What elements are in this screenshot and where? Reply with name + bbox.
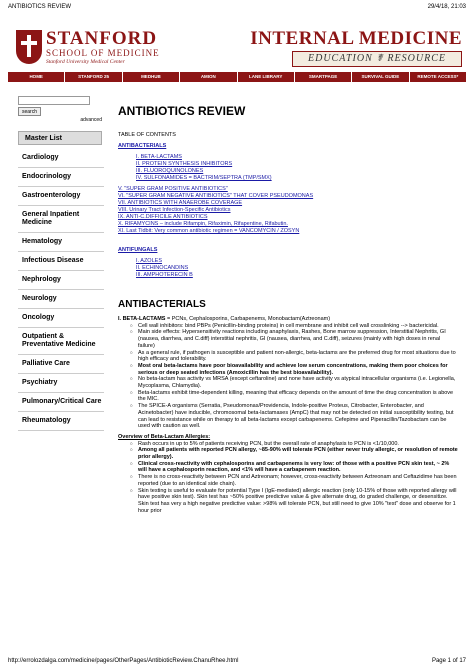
nav-stanford25[interactable]: STANFORD 25 (65, 72, 122, 82)
main-content (118, 104, 458, 514)
sidebar-item-general-inpatient[interactable]: General Inpatient Medicine (18, 206, 104, 233)
sidebar-item-cardiology[interactable]: Cardiology (18, 149, 104, 168)
sidebar-item-infectious-disease[interactable]: Infectious Disease (18, 252, 104, 271)
toc-label: TABLE OF CONTENTS (118, 132, 176, 138)
list-item: ○ No beta-lactam has activity vs MRSA (except ceftaroline) and none have activity vs atypical intracellular organisms (i.e. Legionella, Mycoplasma, Chlamydia). (138, 376, 458, 389)
toc-link-antibacterials[interactable]: ANTIBACTERIALS (118, 143, 167, 149)
toc-link-rifamycins[interactable]: X. RIFAMYCINS – include Rifampin, Rifaximin, Rifapentine, Rifabutin. (118, 221, 288, 227)
sidebar-item-outpatient[interactable]: Outpatient & Preventative Medicine (18, 328, 104, 355)
nav-medhub[interactable]: MEDHUB (123, 72, 180, 82)
list-item: ○ There is no cross-reactivity between PCN and Aztreonam; however, cross-reactivity between Aztreonam and Ceftazidime has been reported (due to an identical side chain). (138, 474, 458, 487)
sidebar-item-pulmonary[interactable]: Pulmonary/Critical Care (18, 393, 104, 412)
search-button[interactable]: search (18, 107, 41, 116)
site-banner (8, 26, 466, 70)
toc-link-cdiff[interactable]: IX. ANTI-C.DIFFICILE ANTIBIOTICS (118, 214, 208, 220)
nav-smartpage[interactable]: SMARTPAGE (295, 72, 352, 82)
sidebar-item-palliative-care[interactable]: Palliative Care (18, 355, 104, 374)
toc-link-azoles[interactable]: I. AZOLES (136, 258, 162, 264)
allergy-heading: Overview of Beta-Lactam Allergies: (118, 433, 211, 440)
allergy-bullets (124, 441, 458, 515)
nav-remote-access[interactable]: REMOTE ACCESS* (417, 74, 459, 79)
internal-medicine-title: INTERNAL MEDICINE (250, 28, 462, 49)
toc-link-protein-synthesis[interactable]: II. PROTEIN SYNTHESIS INHIBITORS (136, 161, 233, 167)
beta-lactams-classes: = PCNs, Cephalosporins, Carbapenems, Monobactam(Aztreonam) (165, 316, 331, 322)
list-item: ○ Clinical cross-reactivity with cephalosporins and carbapenems is very low: of those with a positive PCN skin test, ~ 2% will have a cephalosporin reaction, and <1% will have a carbapenem reaction. (138, 461, 458, 474)
list-item: ○ Most oral beta-lactams have poor bioavailability and achieve low serum concentrations, making them poor choices for serious or deep seated infections (Amoxicillin has the best bioavailability). (138, 363, 458, 376)
beta-lactam-bullets (124, 323, 458, 430)
education-resource-subtitle: EDUCATION ☤ RESOURCE (292, 51, 462, 67)
print-footer-url: http://errolozdalga.com/medicine/pages/OtherPages/AntibioticReview.ChanuRhee.html (8, 658, 239, 664)
master-list-button[interactable]: Master List (18, 131, 102, 145)
list-item: ○ Skin testing is useful to evaluate for potential Type I (IgE-mediated) allergic reaction (only 10-15% of those with reported allergy will have positive skin test). Skin test has ~50% positive predictive value & give alternate drug, do graded challenge, or desensitize. Skin test has very a high negative predictive value: >98% will tolerate PCN, but still need to give 10% "test" dose and observe for 1 hour prior (138, 488, 458, 515)
specialty-list (18, 149, 104, 431)
nav-amion[interactable]: AMION (180, 72, 237, 82)
list-item: ○ The SPICE-A organisms (Serratia, Pseudomonas/Providencia, Indole-positive Proteus, Citrobacter, Enterobacter, and Acinetobacter) have inducible, chromosomal beta-lactamases (AmpC) that may not be detected on initial susceptibility testing, but can lead to resistance while on therapy to all beta-lactams except carbapenems. Cefepime and Piperacillin/Tazobactam can be used with caution as well. (138, 403, 458, 430)
sidebar-item-rheumatology[interactable]: Rheumatology (18, 412, 104, 431)
toc-link-super-gram-positive[interactable]: V. "SUPER GRAM POSITIVE ANTIBIOTICS" (118, 186, 228, 192)
print-header (8, 4, 466, 10)
sidebar (18, 96, 108, 431)
sidebar-item-gastroenterology[interactable]: Gastroenterology (18, 187, 104, 206)
toc-link-sulfonamides[interactable]: IV. SULFONAMIDES = BACTRIM/SEPTRA (TMP/SMX) (136, 175, 272, 181)
sidebar-item-oncology[interactable]: Oncology (18, 309, 104, 328)
sidebar-item-psychiatry[interactable]: Psychiatry (18, 374, 104, 393)
toc-link-echinocandins[interactable]: II. ECHINOCANDINS (136, 265, 189, 271)
search-input[interactable] (18, 96, 90, 105)
print-header-title: ANTIBIOTICS REVIEW (8, 4, 72, 10)
toc-link-beta-lactams[interactable]: I. BETA-LACTAMS (136, 154, 182, 160)
list-item: ○ Main side effects: Hypersensitivity reactions including anaphylaxis, Rashes, Bone marrow suppression, Interstitial Nephritis, GI (nausea, diarrhea, and C.diff) interstitial nephritis, GI (nausea, diarrhea, and C.diff), seizures (mainly with high doses in renal failure) (138, 329, 458, 349)
sidebar-item-hematology[interactable]: Hematology (18, 233, 104, 252)
toc-link-fluoroquinolones[interactable]: III. FLUOROQUINOLONES (136, 168, 204, 174)
beta-lactams-intro (118, 316, 458, 323)
nav-lane-library[interactable]: LANE LIBRARY (238, 72, 295, 82)
advanced-search-link[interactable]: advanced (80, 117, 102, 123)
sidebar-item-endocrinology[interactable]: Endocrinology (18, 168, 104, 187)
toc-link-antifungals[interactable]: ANTIFUNGALS (118, 247, 158, 253)
section-heading-antibacterials: ANTIBACTERIALS (118, 299, 206, 310)
toc-link-super-gram-negative[interactable]: VI. "SUPER GRAM NEGATIVE ANTIBIOTICS" THAT COVER PSEUDOMONAS (118, 193, 314, 199)
school-of-medicine-label: SCHOOL OF MEDICINE (46, 48, 160, 58)
list-item: ○ Rash occurs in up to 5% of patients receiving PCN, but the overall rate of anaphylaxis to PCN is <1/10,000. (138, 441, 458, 448)
sidebar-item-nephrology[interactable]: Nephrology (18, 271, 104, 290)
beta-lactams-label: I. BETA-LACTAMS (118, 316, 166, 322)
stanford-logo-icon[interactable] (16, 30, 42, 64)
nav-home[interactable]: HOME (8, 72, 65, 82)
stanford-wordmark[interactable]: STANFORD (46, 28, 158, 49)
list-item: ○ As a general rule, if pathogen is susceptible and patient non-allergic, beta-lactams are the preferred drug for most situations due to high efficacy and tolerability. (138, 350, 458, 363)
sidebar-item-neurology[interactable]: Neurology (18, 290, 104, 309)
list-item: ○ Cell wall inhibitors: bind PBPs (Penicillin-binding proteins) in cell membrane and inhibit cell wall crosslinking --> bactericidal. (138, 323, 458, 330)
page-title: ANTIBIOTICS REVIEW (118, 104, 246, 118)
toc-link-anaerobe[interactable]: VII. ANTIBIOTICS WITH ANAEROBE COVERAGE (118, 200, 243, 206)
toc-link-amphotericin[interactable]: III. AMPHOTERECIN B (136, 272, 193, 278)
print-footer (8, 658, 466, 664)
toc-link-uti[interactable]: VIII. Urinary Tract Infection-Specific Antibiotics (118, 207, 231, 213)
nav-survival-guide[interactable]: SURVIVAL GUIDE (352, 72, 409, 82)
toc-link-last-tidbit[interactable]: XI. Last Tidbit: Very common antibiotic regimen = VANCOMYCIN / ZOSYN (118, 228, 300, 234)
print-footer-page: Page 1 of 17 (431, 658, 466, 664)
list-item: ○ Beta-lactams exhibit time-dependent killing, meaning that efficacy depends on the amount of time the drug concentration is above the MIC. (138, 390, 458, 403)
print-header-date: 29/4/18, 21:03 (427, 4, 466, 10)
medical-center-label: Stanford University Medical Center (46, 59, 125, 65)
list-item: ○ Among all patients with reported PCN allergy, ~85-90% will tolerate PCN (either never truly allergic, or resolution of remote prior allergy). (138, 447, 458, 460)
top-nav (8, 72, 466, 82)
